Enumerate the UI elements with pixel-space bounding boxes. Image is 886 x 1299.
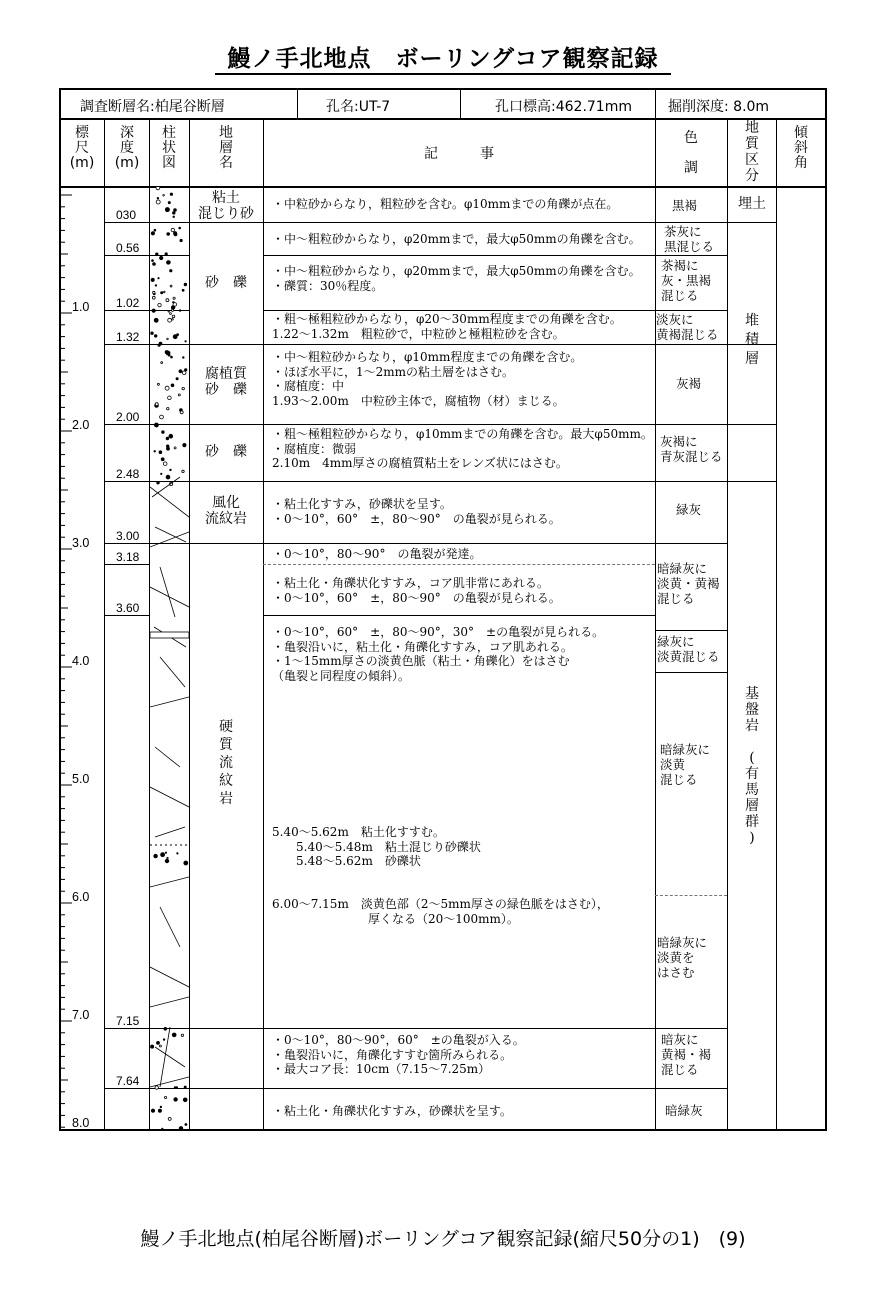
description: ・粗～極粗粒砂からなり，φ10mmまでの角礫を含む。最大φ50mm。 ・腐植度：微弱 2.10m 4mm厚さの腐植質粘土をレンズ状にはさむ。 [272,427,653,470]
header-color: 色 調 [684,130,698,176]
color-tone: 緑灰に 淡黄混じる [657,634,720,664]
scale-label: 4.0 [72,654,90,668]
header-geology: 地 質 区 分 [745,120,759,184]
color-tone: 灰褐に 青灰混じる [660,434,723,464]
scale-label: 1.0 [72,300,90,314]
drilling-depth: 掘削深度: 8.0m [668,99,770,115]
color-tone: 茶褐に 灰・黒褐 混じる [661,258,712,303]
figure-caption: 鰻ノ手北地点(柏尾谷断層)ボーリングコア観察記録(縮尺50分の1) (9) [140,1228,746,1250]
geology-fill: 埋土 [738,196,766,212]
description: ・中粒砂からなり，粗粒砂を含む。φ10mmまでの角礫が点在。 [272,197,619,211]
depth-label: 030 [116,208,137,222]
description: ・0～10°，60° ±，80～90°，30° ±の亀裂が見られる。 ・亀裂沿いに，粘土化・角礫化すすみ，コア肌あれる。 ・1～15mm厚さの淡黄色脈（粘土・角礫化）をはさむ （亀裂と同程度の傾斜）。 [272,625,605,683]
layer-name: 腐植質 砂 礫 [205,366,247,398]
scale-label: 5.0 [72,772,90,786]
layer-name: 粘土 混じり砂 [198,190,254,222]
depth-label: 2.48 [116,467,140,481]
header-depth: 深 度 (m) [114,125,140,171]
columnar-section [150,187,189,1129]
description: ・粘土化・角礫状化すすみ，砂礫状を呈す。 [272,1104,512,1118]
layer-name: 硬 質 流 紋 岩 [219,719,233,807]
fault-name: 調査断層名:柏尾谷断層 [80,99,225,115]
scale-label: 2.0 [72,418,90,432]
header-scale: 標 尺 (m) [69,125,95,171]
scale-label: 7.0 [72,1008,90,1022]
color-tone: 緑灰 [676,502,702,517]
depth-label: 3.60 [116,601,140,615]
color-tone: 淡灰に 黄褐混じる [656,312,719,342]
description: 6.00～7.15m 淡黄色部（2～5mm厚さの緑色脈をはさむ）， 厚くなる（20～100mm）。 [272,897,609,926]
layer-name: 風化 流紋岩 [205,495,247,527]
header-dip: 傾 斜 角 [794,125,808,171]
depth-label: 7.64 [116,1074,140,1088]
description: ・0～10°，80～90° の亀裂が発達。 [272,547,482,561]
geology-sediment: 堆 積 層 [745,313,759,367]
color-tone: 暗緑灰 [665,1103,703,1118]
description: ・中～粗粒砂からなり，φ20mmまで，最大φ50mmの角礫を含む。 ・礫質：30％程度。 [272,264,641,293]
scale-label: 8.0 [72,1116,90,1130]
color-tone: 暗緑灰に 淡黄を はさむ [657,935,708,980]
description: 5.40～5.62m 粘土化すすむ。 5.40～5.48m 粘土混じり砂礫状 5.48～5.62m 砂礫状 [272,825,481,868]
geology-bedrock: 基 盤 岩 ( 有 馬 層 群 ) [745,686,759,846]
description: ・粘土化・角礫状化すすみ，コア肌非常にあれる。 ・0～10°，60° ±，80～90° の亀裂が見られる。 [272,576,561,605]
header-column: 柱 状 図 [162,125,176,171]
description: ・0～10°，80～90°，60° ±の亀裂が入る。 ・亀裂沿いに，角礫化すすむ箇所みられる。 ・最大コア長：10cm（7.15～7.25m） [272,1033,525,1076]
scale-label: 3.0 [72,536,90,550]
description: ・粗～極粗粒砂からなり，φ20～30mm程度までの角礫を含む。 1.22～1.32m 粗粒砂で，中粒砂と極粗粒砂を含む。 [272,312,622,341]
description: ・中～粗粒砂からなり，φ20mmまで，最大φ50mmの角礫を含む。 [272,232,641,246]
color-tone: 灰褐 [676,376,702,391]
header-kiji: 記 事 [424,146,494,162]
depth-label: 3.00 [116,529,140,543]
depth-label: 1.32 [116,330,140,344]
color-tone: 茶灰に 黒混じる [664,224,715,254]
header-layer: 地 層 名 [219,125,233,171]
layer-name: 砂 礫 [205,275,247,291]
depth-label: 2.00 [116,410,140,424]
color-tone: 黒褐 [672,198,698,213]
depth-label: 1.02 [116,296,140,310]
layer-name: 砂 礫 [205,444,247,460]
color-tone: 暗緑灰に 淡黄 混じる [660,742,711,787]
scale-label: 6.0 [72,890,90,904]
depth-label: 7.15 [116,1014,140,1028]
color-tone: 暗緑灰に 淡黄・黄褐 混じる [657,561,720,606]
hole-name: 孔名:UT-7 [326,99,391,115]
depth-label: 0.56 [116,241,140,255]
color-tone: 暗灰に 黄褐・褐 混じる [661,1032,712,1077]
description: ・粘土化すすみ，砂礫状を呈す。 ・0～10°，60° ±，80～90° の亀裂が見られる。 [272,497,561,526]
hole-elevation: 孔口標高:462.71mm [495,99,632,115]
description: ・中～粗粒砂からなり，φ10mm程度までの角礫を含む。 ・ほぼ水平に，1～2mmの粘土層をはさむ。 ・腐植度：中 1.93～2.00m 中粒砂主体で，腐植物（材）まじる。 [272,350,583,408]
depth-label: 3.18 [116,550,140,564]
page-title: 鰻ノ手北地点 ボーリングコア観察記録 [0,40,886,73]
